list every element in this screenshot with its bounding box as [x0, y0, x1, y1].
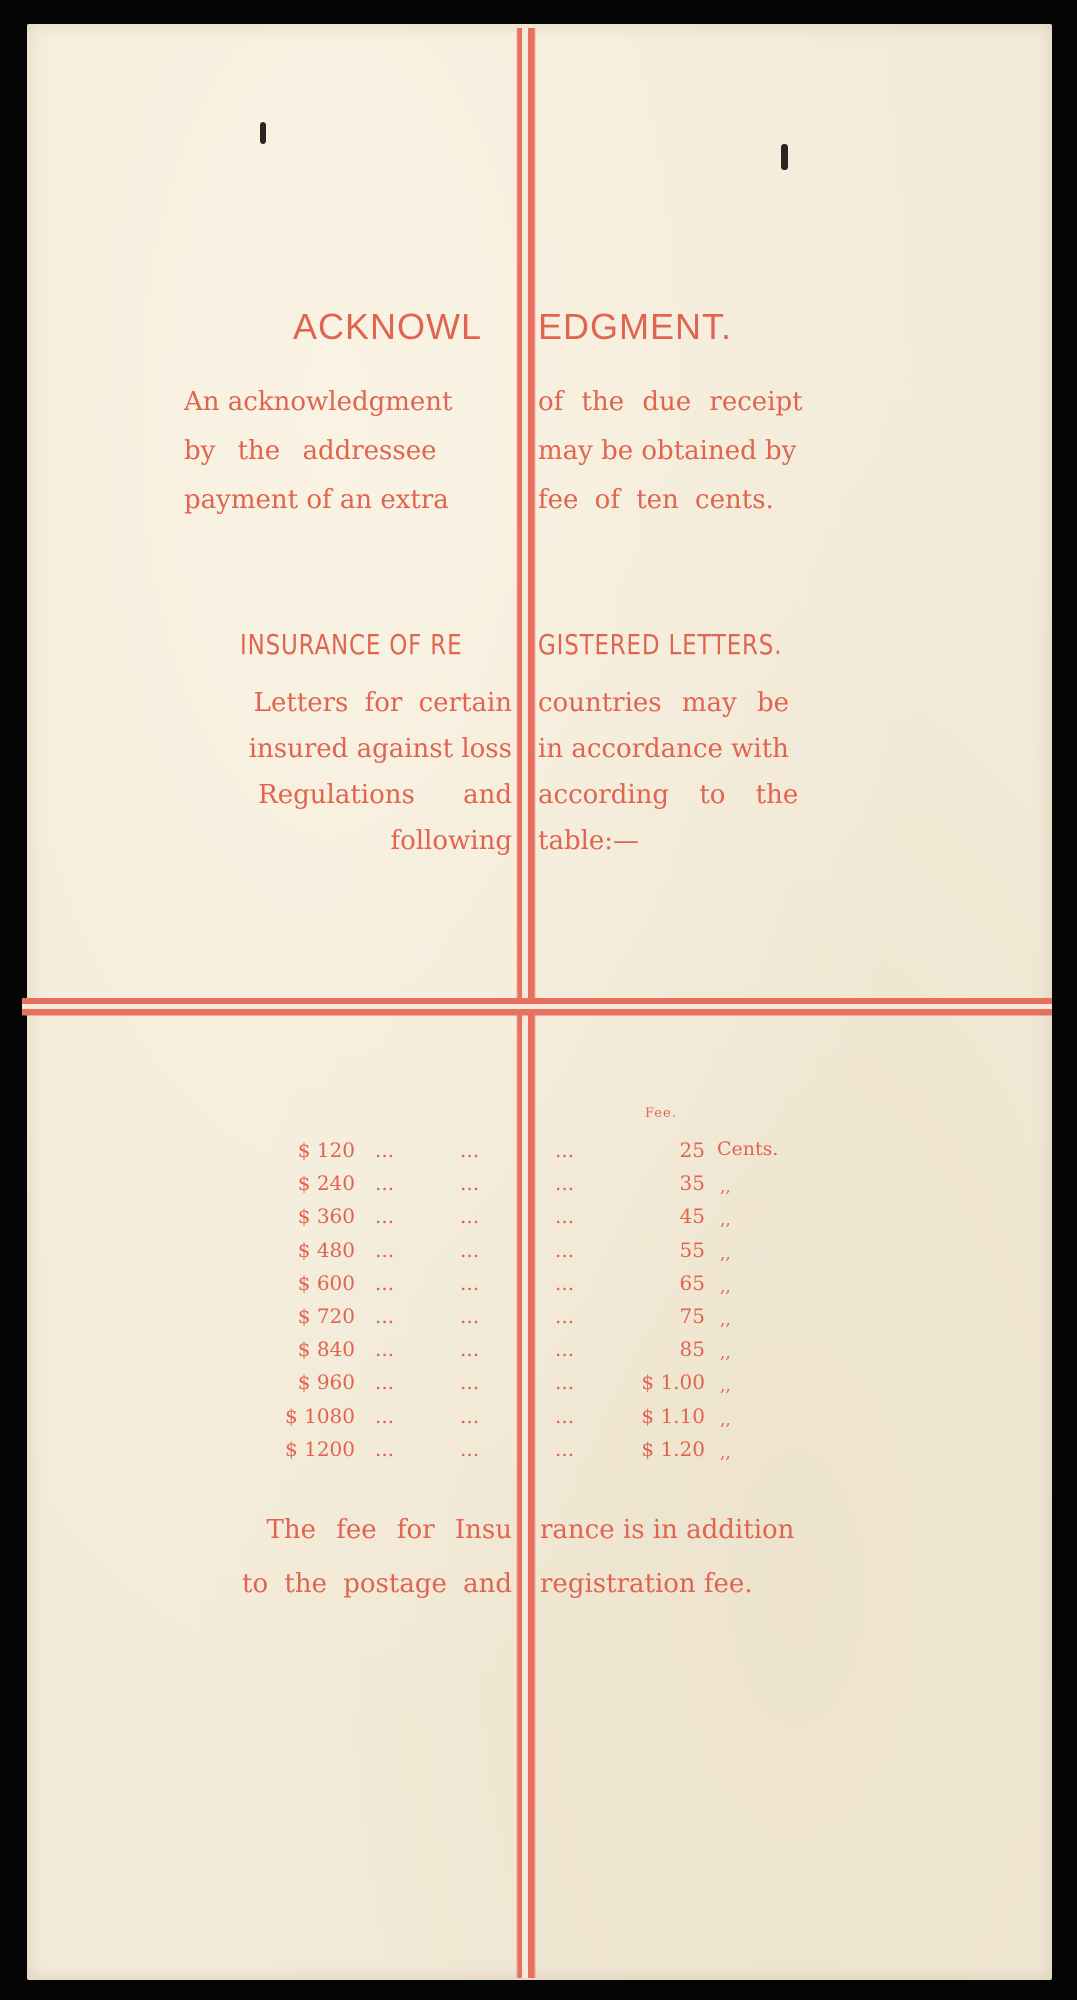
fee-table-row	[265, 1304, 765, 1337]
insurance-fee: 85	[679, 1337, 705, 1362]
fee-column-header: Fee.	[645, 1106, 677, 1121]
fee-table-row	[265, 1337, 765, 1370]
leader-dots: ...	[375, 1138, 395, 1162]
leader-dots: ...	[375, 1270, 395, 1295]
ack-right-line-2: may be obtained by	[538, 436, 797, 466]
leader-dots: ...	[375, 1436, 395, 1461]
ack-right-line-1: of the due receipt	[538, 387, 803, 417]
leader-dots: ...	[375, 1204, 395, 1229]
insured-amount: $ 120	[297, 1138, 355, 1162]
leader-dots: ...	[555, 1204, 575, 1229]
ins-right-line-4: table:—	[538, 826, 640, 856]
insurance-fee: 45	[679, 1204, 705, 1229]
leader-dots: ...	[375, 1337, 395, 1362]
insurance-title-right: GISTERED LETTERS.	[538, 628, 783, 661]
footer-left-line-1: The fee for Insu	[266, 1515, 512, 1545]
leader-dots: ...	[460, 1237, 480, 1262]
insurance-fee: $ 1.20	[641, 1436, 705, 1461]
ins-right-line-3: according to the	[538, 780, 799, 810]
insured-amount: $ 1080	[285, 1403, 355, 1428]
fee-unit: ,,	[720, 1310, 731, 1330]
insured-amount: $ 1200	[285, 1436, 355, 1461]
leader-dots: ...	[555, 1171, 575, 1196]
leader-dots: ...	[555, 1138, 575, 1162]
leader-dots: ...	[460, 1270, 480, 1295]
fee-table-row	[265, 1370, 765, 1403]
insured-amount: $ 360	[297, 1204, 355, 1229]
insurance-fee: 35	[679, 1171, 705, 1196]
ins-right-line-2: in accordance with	[538, 734, 789, 764]
insured-amount: $ 720	[297, 1304, 355, 1328]
fee-unit: ,,	[720, 1376, 731, 1397]
insured-amount: $ 960	[297, 1370, 355, 1395]
leader-dots: ...	[460, 1337, 480, 1362]
acknowledgment-text-right	[538, 378, 858, 525]
leader-dots: ...	[555, 1304, 575, 1328]
fee-unit: ,,	[720, 1177, 731, 1198]
leader-dots: ...	[460, 1171, 480, 1196]
leader-dots: ...	[555, 1403, 575, 1428]
insurance-fee: $ 1.00	[641, 1370, 705, 1395]
footer-right-line-2: registration fee.	[540, 1569, 753, 1599]
insurance-fee: 55	[679, 1237, 705, 1262]
fee-table-row	[265, 1404, 765, 1437]
leader-dots: ...	[555, 1270, 575, 1295]
fee-unit: ,,	[720, 1343, 731, 1364]
ack-left-line-1: An acknowledgment	[184, 387, 453, 417]
insured-amount: $ 240	[297, 1171, 355, 1196]
leader-dots: ...	[375, 1403, 395, 1428]
leader-dots: ...	[555, 1370, 575, 1395]
fee-table-row	[265, 1204, 765, 1237]
fee-table-row	[265, 1271, 765, 1304]
ins-left-line-2: insured against loss	[248, 734, 512, 764]
acknowledgment-text-left	[184, 378, 512, 525]
acknowledgment-title-right: EDGMENT.	[538, 306, 733, 347]
ins-left-line-4: following	[390, 826, 512, 856]
insurance-fee: 75	[679, 1304, 705, 1328]
leader-dots: ...	[555, 1337, 575, 1362]
ack-left-line-2: by the addressee	[184, 436, 437, 466]
fee-unit: ,,	[720, 1243, 731, 1264]
footer-right-line-1: rance is in addition	[540, 1515, 795, 1545]
leader-dots: ...	[460, 1138, 480, 1162]
ins-left-line-3: Regulations and	[258, 780, 512, 810]
fee-table-row	[265, 1138, 779, 1171]
insurance-fee: 25	[679, 1138, 705, 1162]
leader-dots: ...	[375, 1304, 395, 1328]
leader-dots: ...	[375, 1370, 395, 1395]
fee-unit: ,,	[720, 1276, 731, 1297]
insurance-fee: $ 1.10	[641, 1403, 705, 1428]
leader-dots: ...	[460, 1370, 480, 1395]
leader-dots: ...	[460, 1403, 480, 1428]
ins-left-line-1: Letters for certain	[253, 688, 512, 718]
leader-dots: ...	[460, 1304, 480, 1328]
footer-note-left	[190, 1503, 512, 1611]
fee-unit: Cents.	[717, 1138, 779, 1160]
leader-dots: ...	[375, 1171, 395, 1196]
punch-hole-left	[260, 122, 266, 144]
insurance-text-left	[190, 680, 512, 864]
insured-amount: $ 840	[297, 1337, 355, 1362]
leader-dots: ...	[555, 1436, 575, 1461]
fee-table-row	[265, 1437, 765, 1470]
ack-left-line-3: payment of an extra	[184, 485, 449, 515]
insurance-title-left: INSURANCE OF RE	[240, 628, 463, 661]
fee-unit: ,,	[720, 1442, 731, 1463]
insurance-fee: 65	[679, 1270, 705, 1295]
insured-amount: $ 480	[297, 1237, 355, 1262]
fee-unit: ,,	[720, 1409, 731, 1430]
footer-left-line-2: to the postage and	[242, 1569, 512, 1599]
footer-note-right	[540, 1503, 870, 1611]
leader-dots: ...	[555, 1237, 575, 1262]
insured-amount: $ 600	[297, 1270, 355, 1295]
horizontal-registration-band	[22, 998, 1052, 1016]
punch-hole-right	[781, 144, 788, 170]
fee-table-row	[265, 1171, 765, 1204]
fee-unit: ,,	[720, 1210, 731, 1231]
insurance-text-right	[538, 680, 858, 864]
leader-dots: ...	[375, 1237, 395, 1262]
acknowledgment-title-left: ACKNOWL	[293, 306, 483, 347]
fee-table-row	[265, 1238, 765, 1271]
leader-dots: ...	[460, 1204, 480, 1229]
leader-dots: ...	[460, 1436, 480, 1461]
ins-right-line-1: countries may be	[538, 688, 790, 718]
ack-right-line-3: fee of ten cents.	[538, 485, 774, 515]
